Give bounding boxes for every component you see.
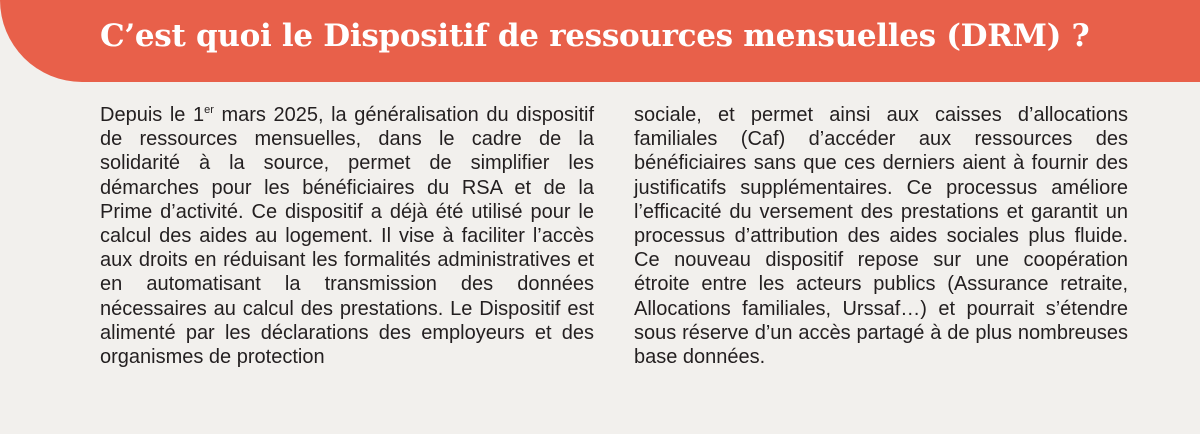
paragraph-left-rest: mars 2025, la généralisation du dispositif de ressources mensuelles, dans le cadre de la solidarité à la source, permet de simplifier les démarches pour les bénéficiaires du RSA et de la Prime d’activité. Ce dispositif a déjà été utilisé pour le calcul des aides au logement. Il vise à faciliter l’accès aux droits en réduisant les formalités administratives et en automatisant la transmission des données nécessaires au calcul des prestations. Le Dispositif est alimenté par les déclarations des employeurs et des organismes de protection: [100, 104, 594, 369]
article-body: [100, 103, 1128, 423]
paragraph-left-start: Depuis le 1: [100, 104, 205, 126]
paragraph-right: sociale, et permet ainsi aux caisses d’allocations familiales (Caf) d’accéder aux ressources des bénéficiaires sans que ces derniers aient à fournir des justificatifs supplémentaires. Ce processus améliore l’efficacité du versement des prestations et garantit un processus d’attribution des aides sociales plus fluide. Ce nouveau dispositif repose sur une coopération étroite entre les acteurs publics (Assurance retraite, Allocations familiales, Urssaf…) et pourrait s’étendre sous réserve d’un accès partagé à de plus nombreuses base données.: [634, 104, 1128, 369]
header-banner: [0, 0, 1200, 82]
column-right: [634, 103, 1128, 423]
column-left: [100, 103, 594, 423]
page-title: C’est quoi le Dispositif de ressources mensuelles (DRM) ?: [100, 18, 1090, 54]
paragraph-left: [100, 103, 594, 369]
ordinal-superscript: er: [204, 104, 214, 116]
